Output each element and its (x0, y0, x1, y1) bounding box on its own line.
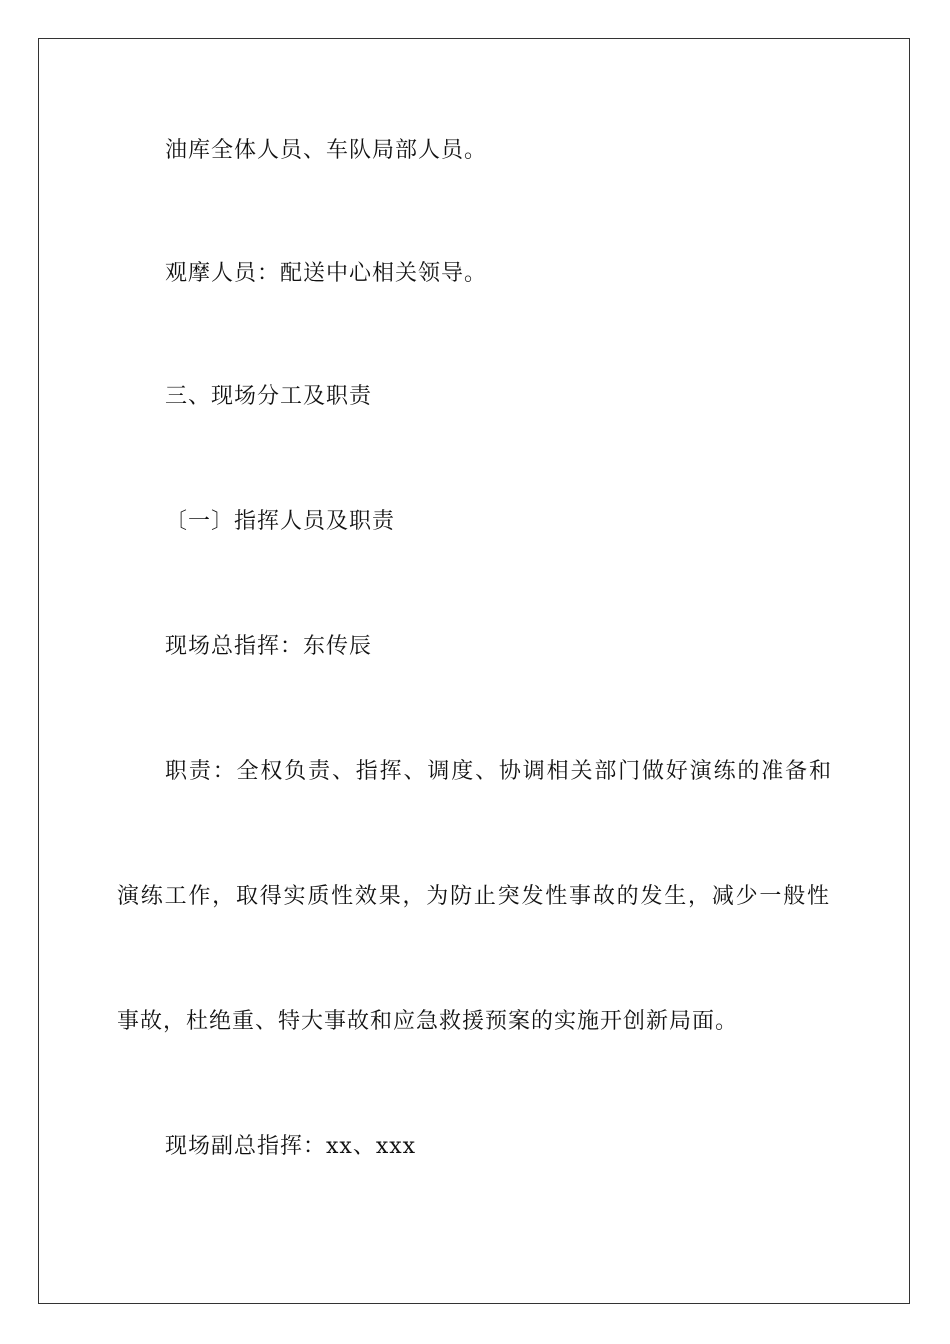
paragraph-duties-line-2: 演练工作，取得实质性效果，为防止突发性事故的发生，减少一般性 (117, 884, 829, 909)
paragraph-observers: 观摩人员：配送中心相关领导。 (165, 261, 488, 286)
paragraph-duties-line-3: 事故，杜绝重、特大事故和应急救援预案的实施开创新局面。 (117, 1009, 739, 1034)
paragraph-chief-commander: 现场总指挥：东传辰 (165, 634, 373, 659)
subsection-heading-command: 〔一〕指挥人员及职责 (165, 509, 396, 534)
page-border (38, 38, 910, 1304)
paragraph-personnel: 油库全体人员、车队局部人员。 (165, 138, 488, 163)
paragraph-deputy-commander: 现场副总指挥：xx、xxx (165, 1134, 417, 1159)
paragraph-duties-line-1: 职责：全权负责、指挥、调度、协调相关部门做好演练的准备和 (165, 759, 831, 784)
section-heading-division: 三、现场分工及职责 (165, 384, 373, 409)
